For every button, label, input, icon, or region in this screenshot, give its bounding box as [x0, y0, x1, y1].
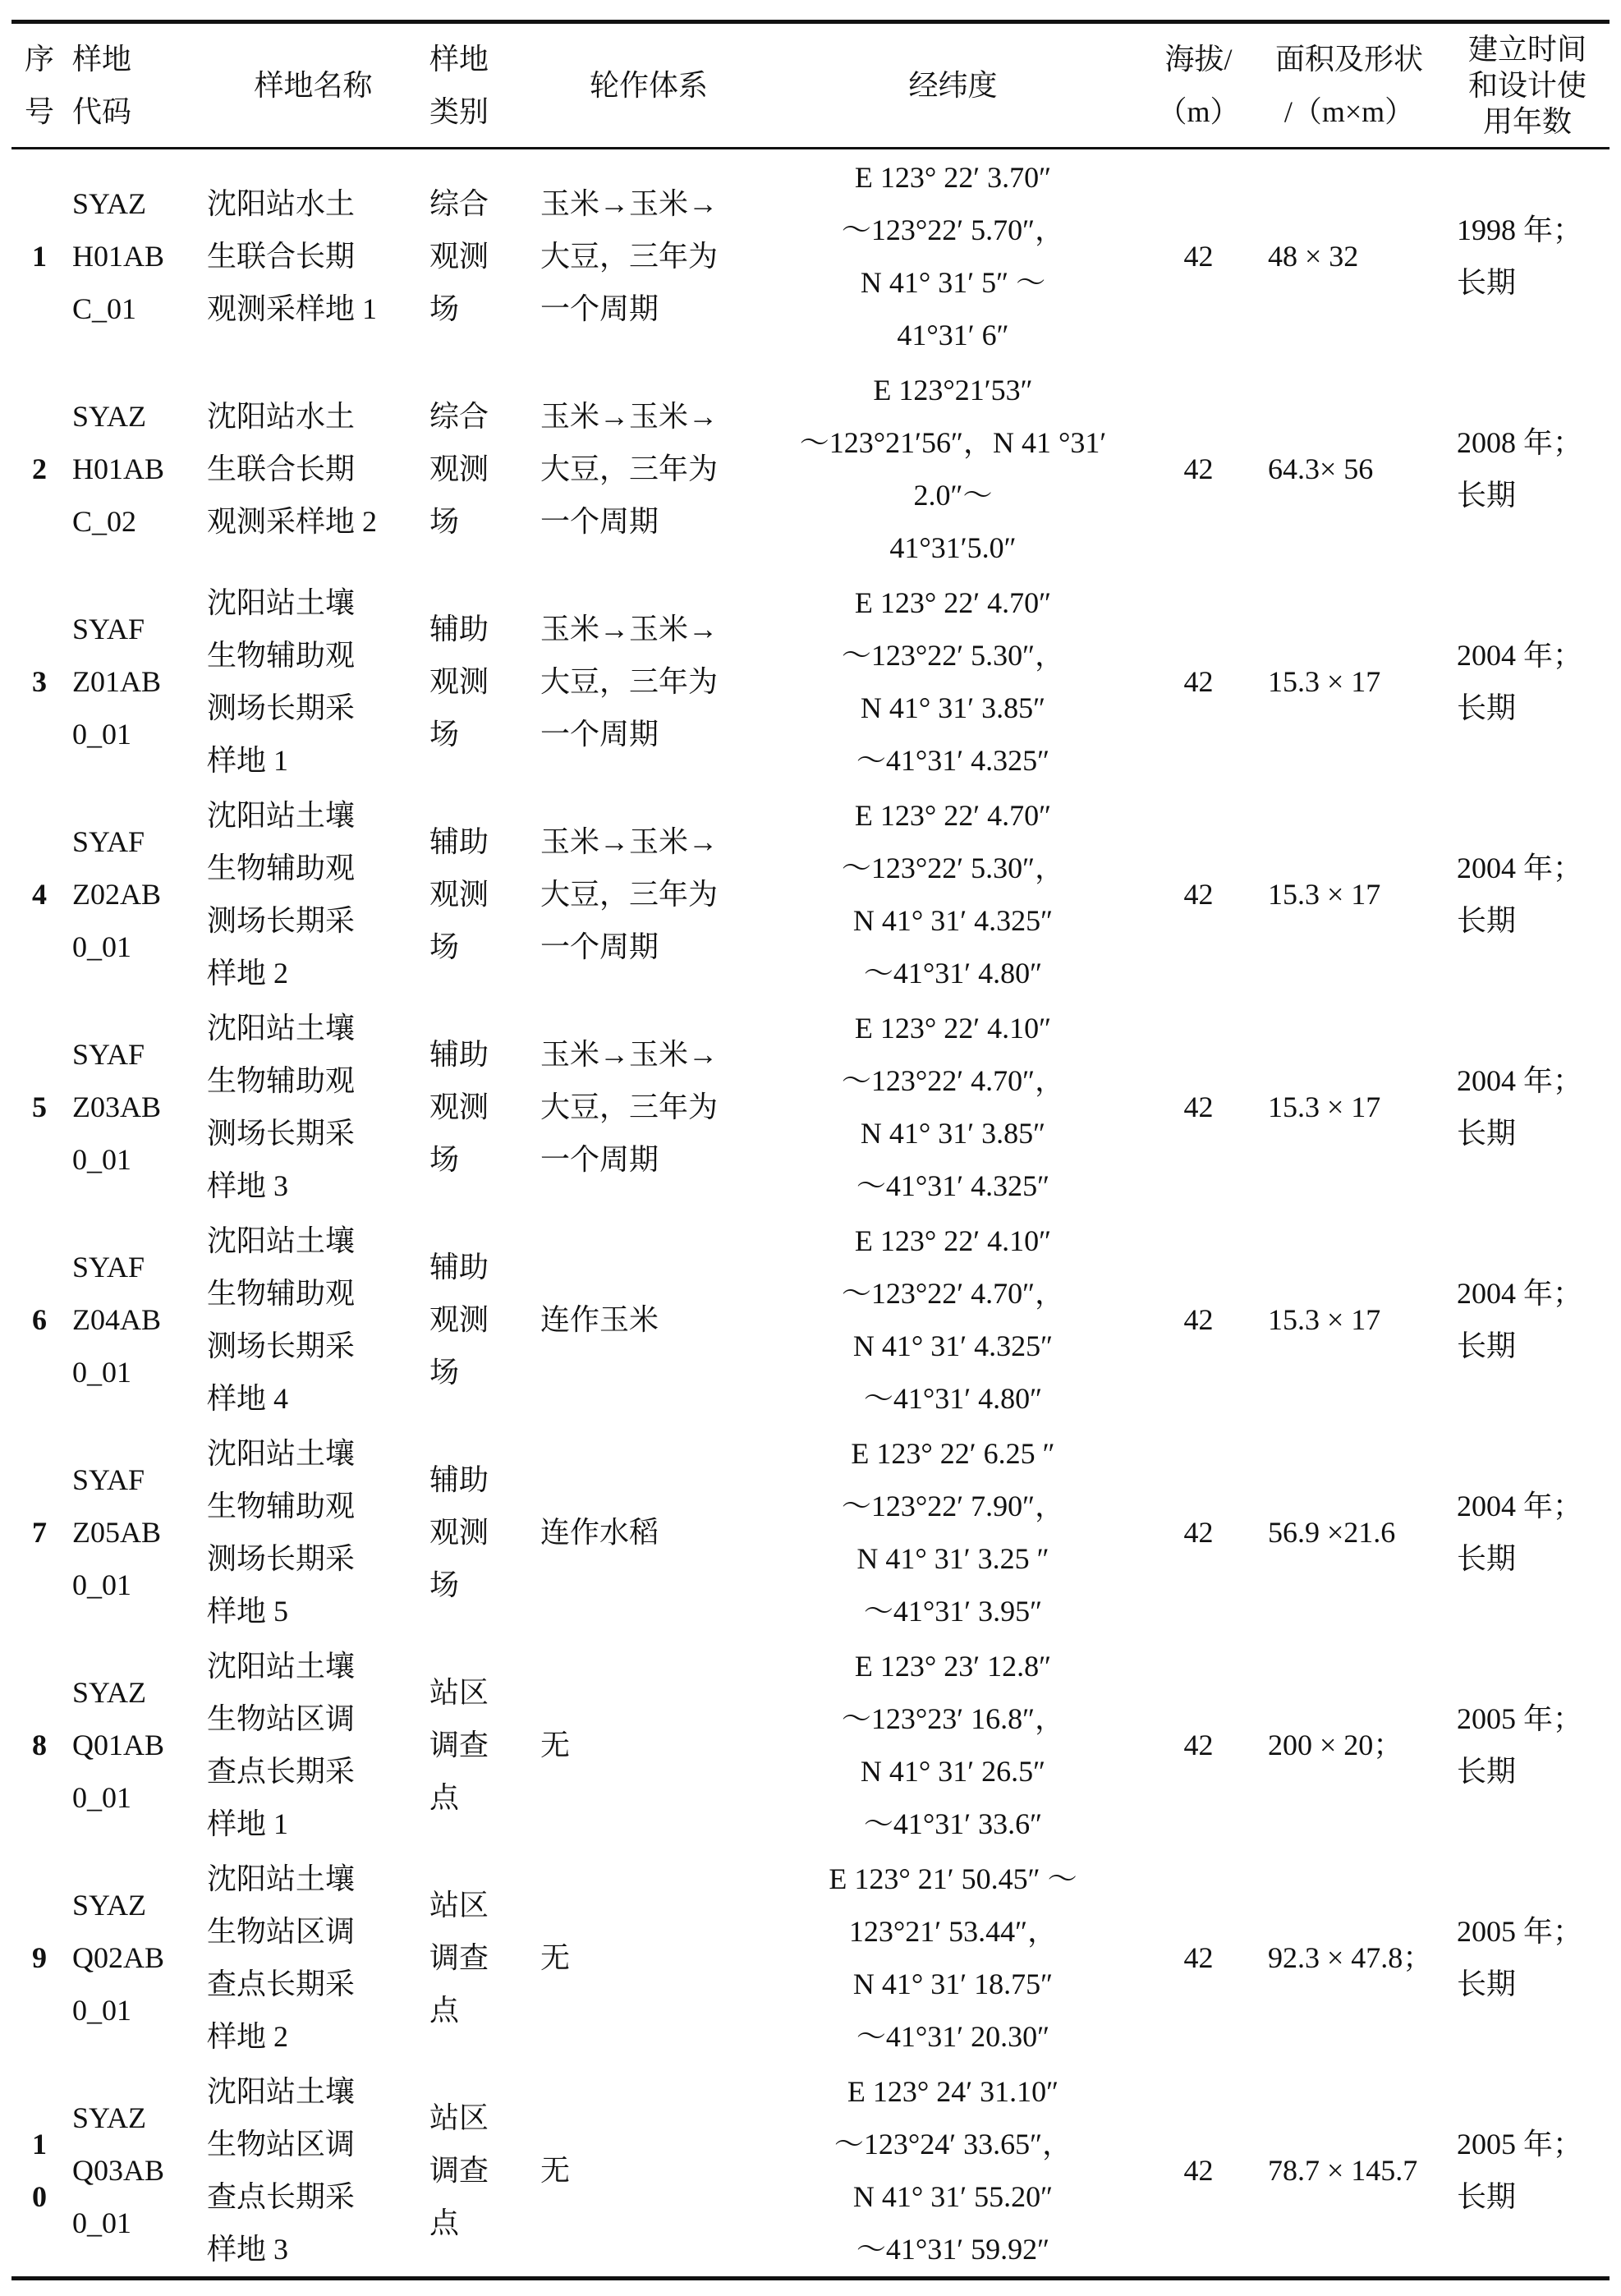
cell-altitude: 42: [1183, 1090, 1214, 1123]
cell-coords: E 123° 22′ 4.10″ ～123°22′ 4.70″， N 41° 31′ 4.325″ ～41°31′ 4.80″: [841, 1224, 1065, 1415]
cell-no: 5: [32, 1090, 47, 1123]
cell-coords: E 123° 22′ 3.70″ ～123°22′ 5.70″， N 41° 31′ 5″ ～ 41°31′ 6″: [841, 160, 1065, 351]
header-area: 面积及形状 /（m×m）: [1253, 22, 1445, 149]
table-row: [11, 1851, 1610, 2064]
cell-area: 78.7 × 145.7: [1268, 2153, 1418, 2187]
cell-altitude: 42: [1183, 2153, 1214, 2187]
cell-area: 48 × 32: [1268, 239, 1359, 273]
table-row: [11, 1426, 1610, 1638]
cell-no: 9: [32, 1940, 47, 1974]
cell-code: SYAF Z05AB 0_01: [72, 1463, 161, 1601]
cell-name: 沈阳站土壤 生物辅助观 测场长期采 样地 3: [207, 1011, 356, 1202]
cell-rotation: 连作玉米: [540, 1302, 659, 1336]
cell-code: SYAZ Q03AB 0_01: [72, 2101, 165, 2239]
cell-year: 2005 年； 长期: [1457, 2127, 1583, 2213]
cell-area: 15.3 × 17: [1268, 1090, 1381, 1123]
cell-code: SYAF Z03AB 0_01: [72, 1037, 161, 1176]
cell-year: 1998 年； 长期: [1457, 213, 1583, 299]
cell-year: 2005 年； 长期: [1457, 1914, 1583, 2000]
cell-rotation: 玉米→玉米→ 大豆，三年为 一个周期: [540, 612, 719, 751]
cell-no: 7: [32, 1515, 47, 1549]
cell-area: 15.3 × 17: [1268, 664, 1381, 698]
header-code: 样地 代码: [67, 22, 202, 149]
table-header: [11, 22, 1610, 149]
cell-coords: E 123° 22′ 4.70″ ～123°22′ 5.30″， N 41° 31′ 3.85″ ～41°31′ 4.325″: [841, 585, 1065, 777]
cell-name: 沈阳站水土 生联合长期 观测采样地 1: [207, 186, 378, 325]
table-row: [11, 788, 1610, 1000]
header-type: 样地 类别: [425, 22, 535, 149]
cell-type: 辅助 观测 场: [429, 612, 489, 751]
cell-rotation: 无: [540, 1728, 571, 1761]
cell-no: 3: [32, 664, 47, 698]
cell-rotation: 无: [540, 1940, 571, 1974]
cell-type: 辅助 观测 场: [429, 1037, 489, 1176]
cell-area: 56.9 ×21.6: [1268, 1515, 1396, 1549]
cell-type: 辅助 观测 场: [429, 1250, 489, 1389]
cell-type: 站区 调查 点: [429, 1888, 489, 2027]
sample-plot-table: [11, 20, 1610, 2280]
table-row: [11, 1213, 1610, 1426]
cell-area: 15.3 × 17: [1268, 877, 1381, 911]
cell-code: SYAZ H01AB C_01: [72, 186, 165, 325]
header-altitude: 海拔/ （m）: [1144, 22, 1253, 149]
cell-type: 辅助 观测 场: [429, 1463, 489, 1601]
table-row: [11, 362, 1610, 575]
header-name: 样地名称: [202, 22, 425, 149]
cell-name: 沈阳站土壤 生物辅助观 测场长期采 样地 5: [207, 1436, 356, 1628]
table-row: [11, 2064, 1610, 2279]
cell-area: 64.3× 56: [1268, 452, 1374, 485]
cell-code: SYAZ Q02AB 0_01: [72, 1888, 165, 2027]
cell-type: 综合 观测 场: [429, 186, 489, 325]
table-body: [11, 149, 1610, 2279]
cell-coords: E 123° 22′ 6.25 ″ ～123°22′ 7.90″， N 41° 31′ 3.25 ″ ～41°31′ 3.95″: [841, 1436, 1065, 1628]
cell-name: 沈阳站土壤 生物站区调 查点长期采 样地 1: [207, 1649, 356, 1840]
cell-code: SYAF Z02AB 0_01: [72, 824, 161, 963]
cell-coords: E 123° 24′ 31.10″ ～123°24′ 33.65″， N 41° 31′ 55.20″ ～41°31′ 59.92″: [833, 2074, 1072, 2266]
cell-year: 2004 年； 长期: [1457, 638, 1583, 724]
cell-area: 92.3 × 47.8；: [1268, 1940, 1433, 1974]
cell-coords: E 123° 22′ 4.70″ ～123°22′ 5.30″， N 41° 31′ 4.325″ ～41°31′ 4.80″: [841, 798, 1065, 990]
cell-altitude: 42: [1183, 664, 1214, 698]
cell-rotation: 连作水稻: [540, 1515, 659, 1549]
cell-year: 2005 年； 长期: [1457, 1701, 1583, 1788]
header-no: 序 号: [11, 22, 67, 149]
cell-name: 沈阳站土壤 生物辅助观 测场长期采 样地 4: [207, 1224, 356, 1415]
cell-coords: E 123° 23′ 12.8″ ～123°23′ 16.8″， N 41° 31′ 26.5″ ～41°31′ 33.6″: [841, 1649, 1065, 1840]
cell-rotation: 玉米→玉米→ 大豆，三年为 一个周期: [540, 186, 719, 325]
cell-area: 15.3 × 17: [1268, 1302, 1381, 1336]
cell-altitude: 42: [1183, 1728, 1214, 1761]
cell-type: 站区 调查 点: [429, 1675, 489, 1814]
cell-coords: E 123° 21′ 50.45″ ～ 123°21′ 53.44″， N 41° 31′ 18.75″ ～41°31′ 20.30″: [829, 1862, 1077, 2053]
cell-rotation: 玉米→玉米→ 大豆，三年为 一个周期: [540, 824, 719, 963]
cell-altitude: 42: [1183, 877, 1214, 911]
cell-altitude: 42: [1183, 452, 1214, 485]
cell-area: 200 × 20；: [1268, 1728, 1403, 1761]
cell-year: 2004 年； 长期: [1457, 1063, 1583, 1150]
cell-name: 沈阳站土壤 生物辅助观 测场长期采 样地 2: [207, 798, 356, 990]
cell-type: 综合 观测 场: [429, 399, 489, 538]
cell-no: 6: [32, 1302, 47, 1336]
table-row: [11, 149, 1610, 363]
header-year: 建立时间 和设计使 用年数: [1445, 22, 1610, 149]
cell-rotation: 无: [540, 2153, 571, 2187]
table-row: [11, 1000, 1610, 1213]
header-rotation: 轮作体系: [535, 22, 762, 149]
cell-altitude: 42: [1183, 1302, 1214, 1336]
cell-code: SYAZ H01AB C_02: [72, 399, 165, 538]
table-row: [11, 1638, 1610, 1851]
cell-no: 8: [32, 1728, 47, 1761]
header-coords: 经纬度: [762, 22, 1144, 149]
cell-no: 1 0: [32, 2127, 47, 2213]
cell-code: SYAF Z04AB 0_01: [72, 1250, 161, 1389]
cell-name: 沈阳站土壤 生物辅助观 测场长期采 样地 1: [207, 585, 356, 777]
cell-type: 站区 调查 点: [429, 2101, 489, 2239]
cell-code: SYAZ Q01AB 0_01: [72, 1675, 165, 1814]
cell-year: 2004 年； 长期: [1457, 1489, 1583, 1575]
document-page: [11, 0, 1610, 2280]
cell-altitude: 42: [1183, 1515, 1214, 1549]
cell-rotation: 玉米→玉米→ 大豆，三年为 一个周期: [540, 1037, 719, 1176]
cell-altitude: 42: [1183, 239, 1214, 273]
cell-no: 4: [32, 877, 47, 911]
cell-name: 沈阳站水土 生联合长期 观测采样地 2: [207, 399, 378, 538]
cell-year: 2004 年； 长期: [1457, 851, 1583, 937]
cell-coords: E 123°21′53″ ～123°21′56″，N 41 °31′ 2.0″～ 41°31′5.0″: [799, 373, 1107, 564]
cell-no: 2: [32, 452, 47, 485]
cell-code: SYAF Z01AB 0_01: [72, 612, 161, 751]
cell-rotation: 玉米→玉米→ 大豆，三年为 一个周期: [540, 399, 719, 538]
cell-year: 2004 年； 长期: [1457, 1276, 1583, 1362]
cell-year: 2008 年； 长期: [1457, 425, 1583, 512]
header-row: [11, 22, 1610, 149]
cell-coords: E 123° 22′ 4.10″ ～123°22′ 4.70″， N 41° 31′ 3.85″ ～41°31′ 4.325″: [841, 1011, 1065, 1202]
cell-no: 1: [32, 239, 47, 273]
cell-type: 辅助 观测 场: [429, 824, 489, 963]
cell-name: 沈阳站土壤 生物站区调 查点长期采 样地 3: [207, 2074, 356, 2266]
cell-altitude: 42: [1183, 1940, 1214, 1974]
cell-name: 沈阳站土壤 生物站区调 查点长期采 样地 2: [207, 1862, 356, 2053]
table-row: [11, 575, 1610, 788]
